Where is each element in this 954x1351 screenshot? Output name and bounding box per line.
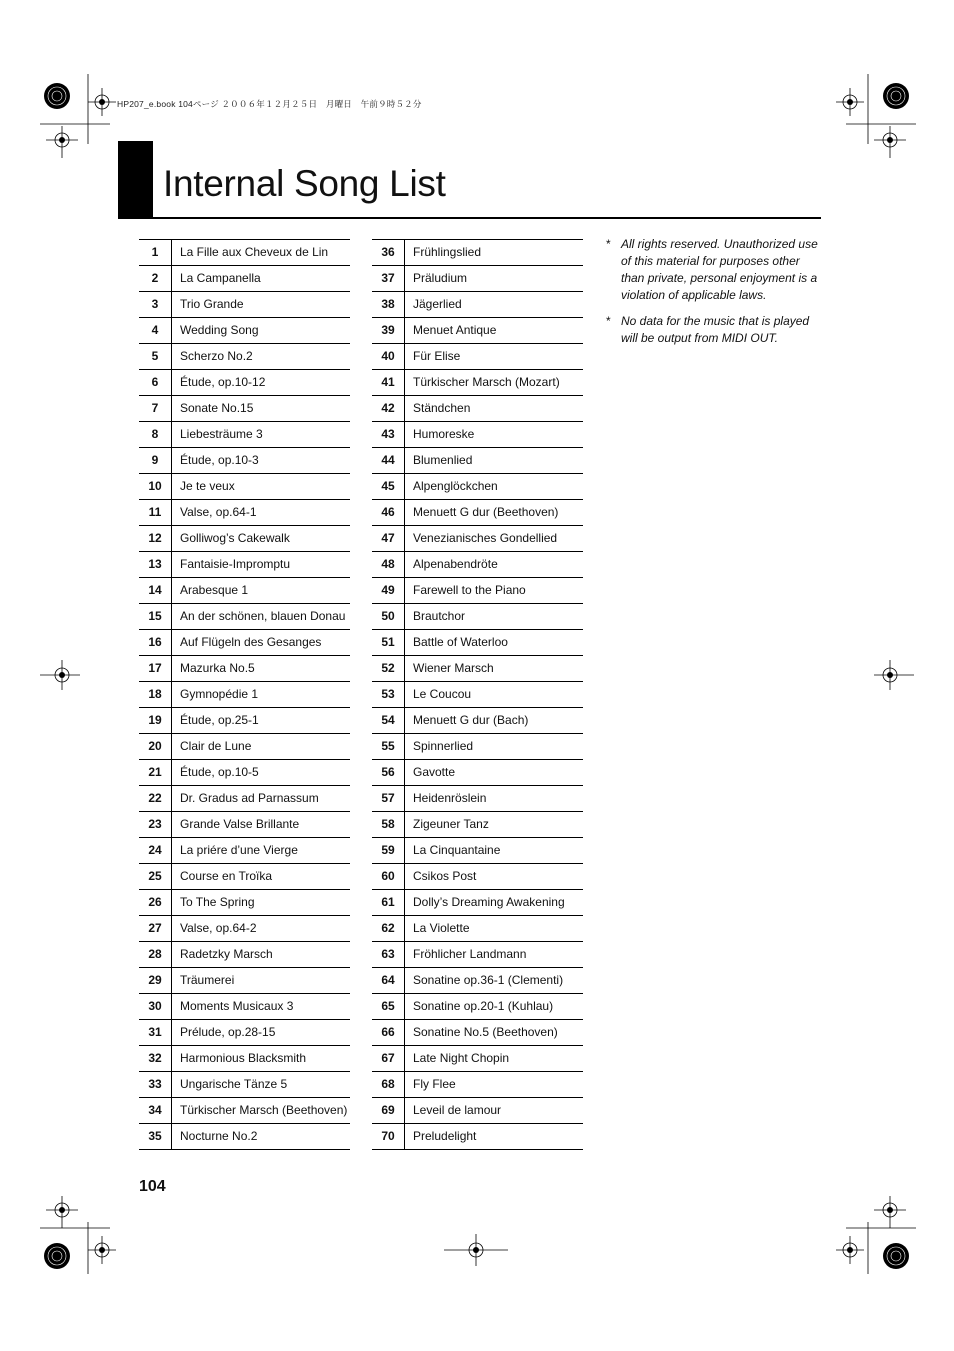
song-row	[139, 1098, 350, 1124]
song-title: Trio Grande	[172, 292, 351, 318]
song-number: 38	[372, 292, 405, 318]
song-number: 68	[372, 1072, 405, 1098]
song-number: 65	[372, 994, 405, 1020]
song-number: 58	[372, 812, 405, 838]
song-row	[372, 240, 583, 266]
title-tab-block	[118, 141, 153, 219]
song-row	[372, 474, 583, 500]
song-title: Je te veux	[172, 474, 351, 500]
note-asterisk: *	[606, 314, 611, 328]
song-title: Valse, op.64-2	[172, 916, 351, 942]
song-number: 3	[139, 292, 172, 318]
song-row	[372, 370, 583, 396]
song-row	[139, 604, 350, 630]
song-title: Sonatine op.20-1 (Kuhlau)	[405, 994, 584, 1020]
song-row	[372, 1124, 583, 1150]
song-row	[372, 266, 583, 292]
song-title: Valse, op.64-1	[172, 500, 351, 526]
song-number: 19	[139, 708, 172, 734]
song-row	[372, 318, 583, 344]
song-row	[372, 890, 583, 916]
page-title: Internal Song List	[163, 163, 446, 204]
song-row	[372, 1020, 583, 1046]
title-underline	[118, 217, 821, 219]
song-number: 12	[139, 526, 172, 552]
song-title: Ständchen	[405, 396, 584, 422]
song-row	[372, 1046, 583, 1072]
song-title: Late Night Chopin	[405, 1046, 584, 1072]
song-number: 2	[139, 266, 172, 292]
song-number: 60	[372, 864, 405, 890]
song-row	[139, 1072, 350, 1098]
song-number: 31	[139, 1020, 172, 1046]
song-title: Nocturne No.2	[172, 1124, 351, 1150]
song-row	[139, 1046, 350, 1072]
song-title: Radetzky Marsch	[172, 942, 351, 968]
song-row	[372, 526, 583, 552]
song-number: 63	[372, 942, 405, 968]
song-number: 1	[139, 240, 172, 266]
song-number: 50	[372, 604, 405, 630]
registration-target-icon	[874, 126, 906, 158]
song-number: 61	[372, 890, 405, 916]
song-row	[372, 1098, 583, 1124]
song-table-right	[372, 239, 583, 1150]
song-number: 51	[372, 630, 405, 656]
song-title: Blumenlied	[405, 448, 584, 474]
song-title: Gavotte	[405, 760, 584, 786]
song-number: 13	[139, 552, 172, 578]
song-title: Preludelight	[405, 1124, 584, 1150]
song-number: 70	[372, 1124, 405, 1150]
print-header-info: HP207_e.book 104ページ ２００６年１２月２５日 月曜日 午前９時５２分	[117, 99, 422, 109]
song-title: Wedding Song	[172, 318, 351, 344]
song-title: Auf Flügeln des Gesanges	[172, 630, 351, 656]
song-number: 4	[139, 318, 172, 344]
song-number: 25	[139, 864, 172, 890]
song-number: 45	[372, 474, 405, 500]
song-row	[372, 578, 583, 604]
song-title: Scherzo No.2	[172, 344, 351, 370]
song-title: Präludium	[405, 266, 584, 292]
song-row	[372, 994, 583, 1020]
song-number: 21	[139, 760, 172, 786]
song-row	[139, 292, 350, 318]
song-number: 37	[372, 266, 405, 292]
song-row	[372, 1072, 583, 1098]
registration-target-icon	[40, 660, 80, 690]
song-number: 8	[139, 422, 172, 448]
song-title: Brautchor	[405, 604, 584, 630]
song-title: Moments Musicaux 3	[172, 994, 351, 1020]
song-row	[139, 708, 350, 734]
song-number: 17	[139, 656, 172, 682]
song-title: Farewell to the Piano	[405, 578, 584, 604]
registration-target-icon	[46, 126, 78, 158]
song-title: Frühlingslied	[405, 240, 584, 266]
song-number: 9	[139, 448, 172, 474]
song-row	[372, 942, 583, 968]
song-title: Alpenabendröte	[405, 552, 584, 578]
song-number: 67	[372, 1046, 405, 1072]
song-number: 35	[139, 1124, 172, 1150]
registration-target-icon	[874, 660, 914, 690]
song-row	[139, 656, 350, 682]
song-title: Étude, op.10-3	[172, 448, 351, 474]
song-title: Liebesträume 3	[172, 422, 351, 448]
song-row	[139, 812, 350, 838]
song-number: 42	[372, 396, 405, 422]
song-row	[139, 760, 350, 786]
note-text: All rights reserved. Unauthorized use of this material for purposes other than private, personal enjoyment is a violation of applicable laws.	[621, 237, 818, 302]
registration-target-icon	[444, 1234, 508, 1266]
song-row	[139, 734, 350, 760]
song-title: La Violette	[405, 916, 584, 942]
song-number: 55	[372, 734, 405, 760]
song-table-left	[139, 239, 350, 1150]
notes-section	[606, 236, 818, 356]
registration-target-icon	[836, 1236, 864, 1264]
song-title: Mazurka No.5	[172, 656, 351, 682]
song-title: Wiener Marsch	[405, 656, 584, 682]
song-title: Battle of Waterloo	[405, 630, 584, 656]
song-title: Menuet Antique	[405, 318, 584, 344]
song-row	[372, 344, 583, 370]
song-title: To The Spring	[172, 890, 351, 916]
song-number: 43	[372, 422, 405, 448]
song-row	[139, 630, 350, 656]
registration-target-icon	[88, 88, 116, 116]
song-row	[372, 760, 583, 786]
song-title: Spinnerlied	[405, 734, 584, 760]
song-row	[372, 838, 583, 864]
song-number: 49	[372, 578, 405, 604]
song-row	[139, 318, 350, 344]
song-number: 20	[139, 734, 172, 760]
song-title: Menuett G dur (Bach)	[405, 708, 584, 734]
song-number: 57	[372, 786, 405, 812]
song-number: 14	[139, 578, 172, 604]
registration-target-icon	[88, 1236, 116, 1264]
song-number: 53	[372, 682, 405, 708]
song-row	[372, 656, 583, 682]
song-title: Fröhlicher Landmann	[405, 942, 584, 968]
song-title: Course en Troïka	[172, 864, 351, 890]
song-title: Prélude, op.28-15	[172, 1020, 351, 1046]
song-row	[139, 968, 350, 994]
song-number: 28	[139, 942, 172, 968]
song-title: Alpenglöckchen	[405, 474, 584, 500]
song-row	[139, 266, 350, 292]
song-title: Gymnopédie 1	[172, 682, 351, 708]
song-row	[139, 1020, 350, 1046]
song-title: Étude, op.10-5	[172, 760, 351, 786]
song-row	[139, 1124, 350, 1150]
song-title: La priére d’une Vierge	[172, 838, 351, 864]
song-title: Türkischer Marsch (Beethoven)	[172, 1098, 351, 1124]
note-text: No data for the music that is played will be output from MIDI OUT.	[621, 314, 810, 345]
song-title: Venezianisches Gondellied	[405, 526, 584, 552]
song-title: Fantaisie-Impromptu	[172, 552, 351, 578]
song-row	[139, 240, 350, 266]
song-row	[372, 786, 583, 812]
song-title: Jägerlied	[405, 292, 584, 318]
song-title: Träumerei	[172, 968, 351, 994]
song-number: 15	[139, 604, 172, 630]
song-row	[139, 552, 350, 578]
song-number: 6	[139, 370, 172, 396]
song-number: 36	[372, 240, 405, 266]
song-number: 7	[139, 396, 172, 422]
song-number: 56	[372, 760, 405, 786]
song-number: 54	[372, 708, 405, 734]
song-title: Zigeuner Tanz	[405, 812, 584, 838]
song-title: Arabesque 1	[172, 578, 351, 604]
song-number: 66	[372, 1020, 405, 1046]
song-title: Sonatine No.5 (Beethoven)	[405, 1020, 584, 1046]
song-number: 44	[372, 448, 405, 474]
song-title: Étude, op.10-12	[172, 370, 351, 396]
song-number: 26	[139, 890, 172, 916]
song-row	[139, 500, 350, 526]
song-row	[372, 292, 583, 318]
song-number: 41	[372, 370, 405, 396]
song-title: Ungarische Tänze 5	[172, 1072, 351, 1098]
song-row	[372, 396, 583, 422]
song-row	[139, 786, 350, 812]
song-title: Le Coucou	[405, 682, 584, 708]
song-number: 23	[139, 812, 172, 838]
song-row	[139, 370, 350, 396]
song-row	[372, 630, 583, 656]
song-number: 46	[372, 500, 405, 526]
song-row	[372, 604, 583, 630]
song-title: An der schönen, blauen Donau	[172, 604, 351, 630]
song-row	[139, 942, 350, 968]
song-title: Csikos Post	[405, 864, 584, 890]
song-number: 47	[372, 526, 405, 552]
song-title: Humoreske	[405, 422, 584, 448]
song-number: 69	[372, 1098, 405, 1124]
song-number: 48	[372, 552, 405, 578]
song-row	[372, 916, 583, 942]
song-number: 16	[139, 630, 172, 656]
song-number: 10	[139, 474, 172, 500]
song-row	[139, 578, 350, 604]
song-title: Für Elise	[405, 344, 584, 370]
song-number: 29	[139, 968, 172, 994]
song-row	[139, 448, 350, 474]
song-title: Étude, op.25-1	[172, 708, 351, 734]
song-number: 33	[139, 1072, 172, 1098]
song-number: 39	[372, 318, 405, 344]
song-title: Fly Flee	[405, 1072, 584, 1098]
song-row	[139, 864, 350, 890]
song-title: Harmonious Blacksmith	[172, 1046, 351, 1072]
song-title: Heidenröslein	[405, 786, 584, 812]
song-number: 64	[372, 968, 405, 994]
song-title: Clair de Lune	[172, 734, 351, 760]
song-row	[139, 422, 350, 448]
song-row	[139, 994, 350, 1020]
song-row	[372, 708, 583, 734]
song-row	[372, 864, 583, 890]
song-number: 11	[139, 500, 172, 526]
song-row	[139, 474, 350, 500]
song-row	[139, 526, 350, 552]
note-item	[606, 236, 818, 304]
song-title: Grande Valse Brillante	[172, 812, 351, 838]
song-row	[139, 838, 350, 864]
song-title: La Cinquantaine	[405, 838, 584, 864]
song-title: Leveil de lamour	[405, 1098, 584, 1124]
song-number: 18	[139, 682, 172, 708]
song-title: Dolly’s Dreaming Awakening	[405, 890, 584, 916]
song-number: 5	[139, 344, 172, 370]
song-number: 32	[139, 1046, 172, 1072]
song-title: Dr. Gradus ad Parnassum	[172, 786, 351, 812]
song-row	[372, 734, 583, 760]
song-number: 24	[139, 838, 172, 864]
song-number: 22	[139, 786, 172, 812]
song-row	[372, 968, 583, 994]
registration-target-icon	[836, 88, 864, 116]
song-row	[139, 344, 350, 370]
note-item	[606, 313, 818, 347]
song-number: 59	[372, 838, 405, 864]
song-number: 27	[139, 916, 172, 942]
song-row	[139, 890, 350, 916]
song-number: 62	[372, 916, 405, 942]
song-row	[372, 422, 583, 448]
song-title: La Campanella	[172, 266, 351, 292]
song-row	[372, 552, 583, 578]
song-title: La Fille aux Cheveux de Lin	[172, 240, 351, 266]
song-row	[372, 682, 583, 708]
song-title: Golliwog’s Cakewalk	[172, 526, 351, 552]
song-title: Sonate No.15	[172, 396, 351, 422]
song-number: 40	[372, 344, 405, 370]
page-number: 104	[139, 1178, 166, 1195]
note-asterisk: *	[606, 237, 611, 251]
song-row	[139, 396, 350, 422]
song-row	[372, 448, 583, 474]
song-title: Sonatine op.36-1 (Clementi)	[405, 968, 584, 994]
song-row	[139, 682, 350, 708]
song-title: Türkischer Marsch (Mozart)	[405, 370, 584, 396]
song-number: 34	[139, 1098, 172, 1124]
song-row	[372, 812, 583, 838]
song-title: Menuett G dur (Beethoven)	[405, 500, 584, 526]
song-row	[139, 916, 350, 942]
song-row	[372, 500, 583, 526]
song-number: 30	[139, 994, 172, 1020]
song-number: 52	[372, 656, 405, 682]
